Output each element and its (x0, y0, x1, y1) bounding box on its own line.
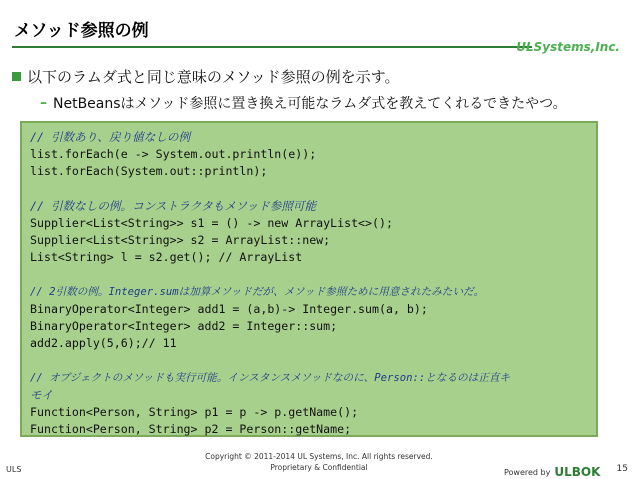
ulbok-logo: ULBOK (554, 465, 601, 479)
code-comment: // 2引数の例。Integer.sumは加算メソッドだが、メソッド参照ために用意されたみたいだ。 (30, 285, 485, 298)
code-comment: // 引数あり、戻り値なしの例 (30, 130, 191, 144)
title-divider (12, 46, 532, 48)
code-line: Supplier<List<String>> s2 = ArrayList::new; (30, 233, 331, 248)
code-line: BinaryOperator<Integer> add2 = Integer::sum; (30, 319, 338, 334)
code-blank-line (30, 181, 588, 198)
code-line: BinaryOperator<Integer> add1 = (a,b)-> Integer.sum(a, b); (30, 301, 428, 316)
code-line: List<String> l = s2.get(); // ArrayList (30, 250, 303, 265)
code-blank-line (30, 352, 588, 369)
code-line: list.forEach(System.out::println); (30, 164, 268, 179)
code-comment: モイ (30, 387, 53, 402)
code-line: add2.apply(5,6);// 11 (30, 336, 177, 351)
sub-bullet (40, 93, 567, 113)
dash-icon: – (40, 95, 47, 111)
code-comment: // 引数なしの例。コンストラクタもメソッド参照可能 (30, 198, 317, 213)
code-blank-line (30, 267, 588, 284)
code-line: Function<Person, String> p1 = p -> p.getName(); (30, 405, 359, 419)
powered-by (504, 465, 600, 479)
code-line: Function<Person, String> p2 = Person::getName; (30, 422, 352, 437)
slide-title: メソッド参照の例 (14, 21, 149, 41)
powered-by-text: Powered by (504, 467, 551, 477)
footer-left-label: ULS (6, 465, 22, 474)
copyright-text: Copyright © 2011-2014 UL Systems, Inc. All rights reserved. (205, 452, 433, 461)
brand-logo: ULSystems,Inc. (516, 40, 620, 54)
code-block (20, 121, 598, 437)
sub-bullet-text: NetBeansはメソッド参照に置き換え可能なラムダ式を教えてくれるできたやつ。 (53, 96, 567, 112)
code-line: list.forEach(e -> System.out.println(e)); (30, 147, 317, 162)
main-bullet (12, 66, 399, 87)
bullet-square-icon (12, 72, 21, 81)
code-line: Supplier<List<String>> s1 = () -> new ArrayList<>(); (30, 215, 393, 230)
page-number: 15 (616, 464, 628, 474)
main-bullet-text: 以下のラムダ式と同じ意味のメソッド参照の例を示す。 (27, 68, 400, 86)
confidential-text: Proprietary & Confidential (270, 463, 368, 472)
code-comment: // オブジェクトのメソッドも実行可能。インスタンスメソッドなのに、Person::となるのは正直キ (30, 371, 511, 384)
